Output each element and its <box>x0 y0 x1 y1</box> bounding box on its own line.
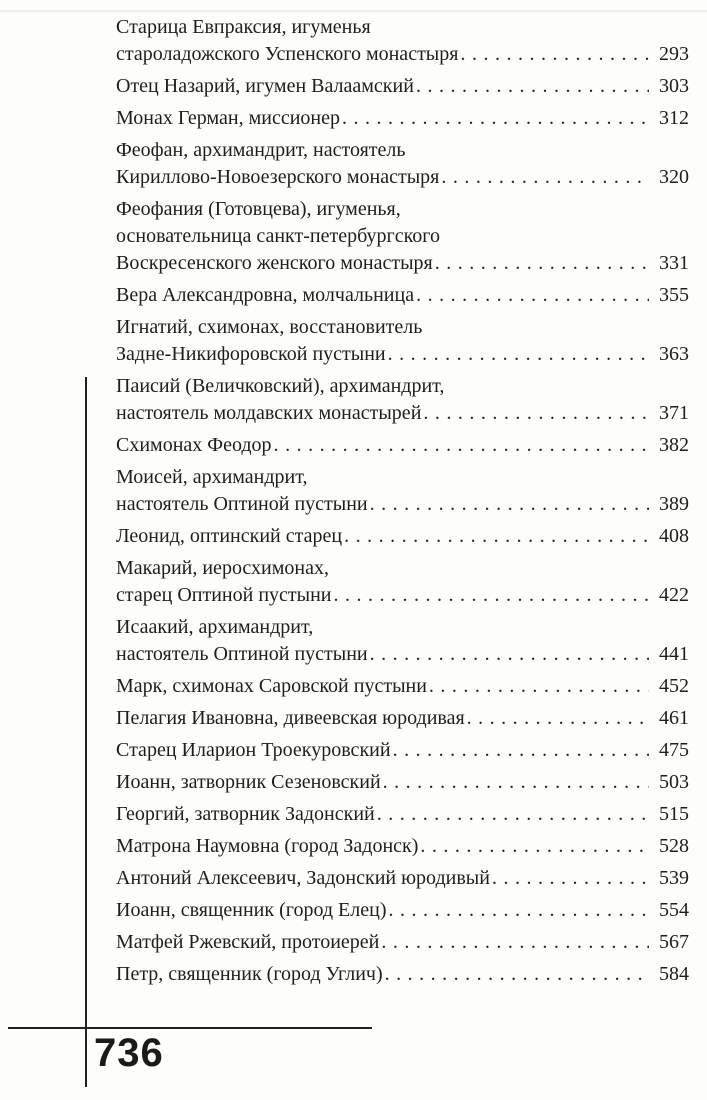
toc-entry-title: Воскресенского женского монастыря <box>116 252 433 274</box>
dot-leader <box>370 491 649 518</box>
toc-entry <box>116 73 689 100</box>
dot-leader <box>492 865 649 892</box>
toc-entry <box>116 555 689 609</box>
toc-entry-title: Задне-Никифоровской пустыни <box>116 343 386 365</box>
toc-entry-title: старец Оптиной пустыни <box>116 584 332 606</box>
toc-entry <box>116 897 689 924</box>
toc-page-number: 422 <box>659 584 689 606</box>
toc-entry <box>116 929 689 956</box>
toc-entry-lastline <box>116 705 689 732</box>
toc-entry-line: Исаакий, архимандрит, <box>116 616 314 638</box>
dot-leader <box>377 801 649 828</box>
toc-page-number: 503 <box>659 771 689 793</box>
toc-entry <box>116 769 689 796</box>
toc-entry-title: Пелагия Ивановна, дивеевская юродивая <box>116 707 465 729</box>
toc-entry <box>116 137 689 191</box>
toc-entry-title: Петр, священник (город Углич) <box>116 963 383 985</box>
toc-entry-lastline <box>116 432 689 459</box>
toc-entry-title: Матрона Наумовна (город Задонск) <box>116 835 419 857</box>
toc-entry-line: Старица Евпраксия, игуменья <box>116 16 371 38</box>
toc-entry-lastline <box>116 282 689 309</box>
toc-entry <box>116 961 689 988</box>
toc-entry-title: настоятель Оптиной пустыни <box>116 643 368 665</box>
dot-leader <box>416 73 649 100</box>
toc-entry <box>116 314 689 368</box>
toc-entry-lastline <box>116 673 689 700</box>
dot-leader <box>344 523 649 550</box>
dot-leader <box>416 282 649 309</box>
dot-leader <box>388 341 649 368</box>
toc-entry-title: Кириллово-Новоезерского монастыря <box>116 166 440 188</box>
toc-entry-title: Схимонах Феодор <box>116 434 272 456</box>
toc-entry-line: Моисей, архимандрит, <box>116 466 308 488</box>
toc-entry <box>116 737 689 764</box>
toc-entry-line: Макарий, иеросхимонах, <box>116 557 329 579</box>
toc-page-number: 475 <box>659 739 689 761</box>
toc-page-number: 312 <box>659 107 689 129</box>
toc-entry-title: Отец Назарий, игумен Валаамский <box>116 75 414 97</box>
dot-leader <box>342 105 649 132</box>
toc-entry-lastline <box>116 582 689 609</box>
toc-entry <box>116 801 689 828</box>
toc-page-number: 461 <box>659 707 689 729</box>
dot-leader <box>370 641 649 668</box>
toc-entry-lastline <box>116 400 689 427</box>
toc-entry-title: Иоанн, священник (город Елец) <box>116 899 387 921</box>
toc-page-number: 320 <box>659 166 689 188</box>
toc-entry-lastline <box>116 833 689 860</box>
toc-entry-lastline <box>116 164 689 191</box>
toc-page-number: 441 <box>659 643 689 665</box>
toc-entry-lastline <box>116 250 689 277</box>
toc-entry-title: Леонид, оптинский старец <box>116 525 343 547</box>
dot-leader <box>441 164 649 191</box>
toc-entry-lastline <box>116 801 689 828</box>
toc-entry <box>116 373 689 427</box>
toc-page-number: 584 <box>659 963 689 985</box>
toc-entry-lastline <box>116 491 689 518</box>
toc-entry <box>116 705 689 732</box>
toc-entry-lastline <box>116 961 689 988</box>
toc-page-number: 554 <box>659 899 689 921</box>
dot-leader <box>429 673 649 700</box>
toc-entry-lastline <box>116 73 689 100</box>
toc-list <box>116 14 689 993</box>
toc-entry <box>116 196 689 277</box>
dot-leader <box>423 400 649 427</box>
toc-entry-title: Старец Иларион Троекуровский <box>116 739 391 761</box>
toc-page-number: 567 <box>659 931 689 953</box>
toc-entry-title: Антоний Алексеевич, Задонский юродивый <box>116 867 490 889</box>
toc-entry-lastline <box>116 865 689 892</box>
toc-entry-line: Паисий (Величковский), архимандрит, <box>116 375 445 397</box>
scan-edge-artifact <box>0 10 707 12</box>
margin-crop-line-vertical <box>85 377 87 1087</box>
toc-page-number: 303 <box>659 75 689 97</box>
dot-leader <box>389 897 650 924</box>
toc-entry <box>116 105 689 132</box>
toc-entry-lastline <box>116 41 689 68</box>
toc-entry-title: староладожского Успенского монастыря <box>116 43 459 65</box>
toc-entry <box>116 614 689 668</box>
toc-entry-lastline <box>116 737 689 764</box>
dot-leader <box>381 929 649 956</box>
toc-entry-title: настоятель молдавских монастырей <box>116 402 422 424</box>
toc-page-number: 355 <box>659 284 689 306</box>
toc-entry-lastline <box>116 897 689 924</box>
dot-leader <box>383 769 649 796</box>
toc-entry-title: Георгий, затворник Задонский <box>116 803 375 825</box>
toc-entry-title: Монах Герман, миссионер <box>116 107 340 129</box>
toc-entry <box>116 673 689 700</box>
toc-page-number: 539 <box>659 867 689 889</box>
toc-page-number: 371 <box>659 402 689 424</box>
footer-page-number: 736 <box>94 1031 164 1075</box>
toc-page-number: 528 <box>659 835 689 857</box>
toc-entry-lastline <box>116 641 689 668</box>
toc-page-number: 331 <box>659 252 689 274</box>
toc-page-number: 408 <box>659 525 689 547</box>
toc-entry-title: Вера Александровна, молчальница <box>116 284 415 306</box>
toc-entry <box>116 464 689 518</box>
dot-leader <box>274 432 649 459</box>
dot-leader <box>460 41 649 68</box>
toc-entry-lastline <box>116 523 689 550</box>
toc-entry-line: Феофан, архимандрит, настоятель <box>116 139 406 161</box>
dot-leader <box>393 737 649 764</box>
footer-rule-horizontal <box>8 1027 372 1029</box>
toc-entry-line: основательница санкт-петербургского <box>116 225 440 247</box>
toc-entry-title: Матфей Ржевский, протоиерей <box>116 931 380 953</box>
toc-page-number: 293 <box>659 43 689 65</box>
toc-page-number: 452 <box>659 675 689 697</box>
dot-leader <box>435 250 649 277</box>
toc-page-number: 389 <box>659 493 689 515</box>
toc-entry <box>116 432 689 459</box>
toc-entry-title: Марк, схимонах Саровской пустыни <box>116 675 427 697</box>
toc-entry-line: Игнатий, схимонах, восстановитель <box>116 316 423 338</box>
toc-entry-title: настоятель Оптиной пустыни <box>116 493 368 515</box>
toc-entry <box>116 282 689 309</box>
toc-entry <box>116 833 689 860</box>
toc-entry <box>116 865 689 892</box>
dot-leader <box>467 705 649 732</box>
toc-entry <box>116 523 689 550</box>
toc-entry-title: Иоанн, затворник Сезеновский <box>116 771 381 793</box>
toc-page-number: 515 <box>659 803 689 825</box>
toc-entry-lastline <box>116 769 689 796</box>
toc-entry <box>116 14 689 68</box>
toc-page-number: 363 <box>659 343 689 365</box>
dot-leader <box>420 833 649 860</box>
dot-leader <box>385 961 649 988</box>
toc-entry-lastline <box>116 341 689 368</box>
toc-entry-line: Феофания (Готовцева), игуменья, <box>116 198 401 220</box>
toc-entry-lastline <box>116 929 689 956</box>
toc-page-number: 382 <box>659 434 689 456</box>
toc-entry-lastline <box>116 105 689 132</box>
dot-leader <box>333 582 649 609</box>
